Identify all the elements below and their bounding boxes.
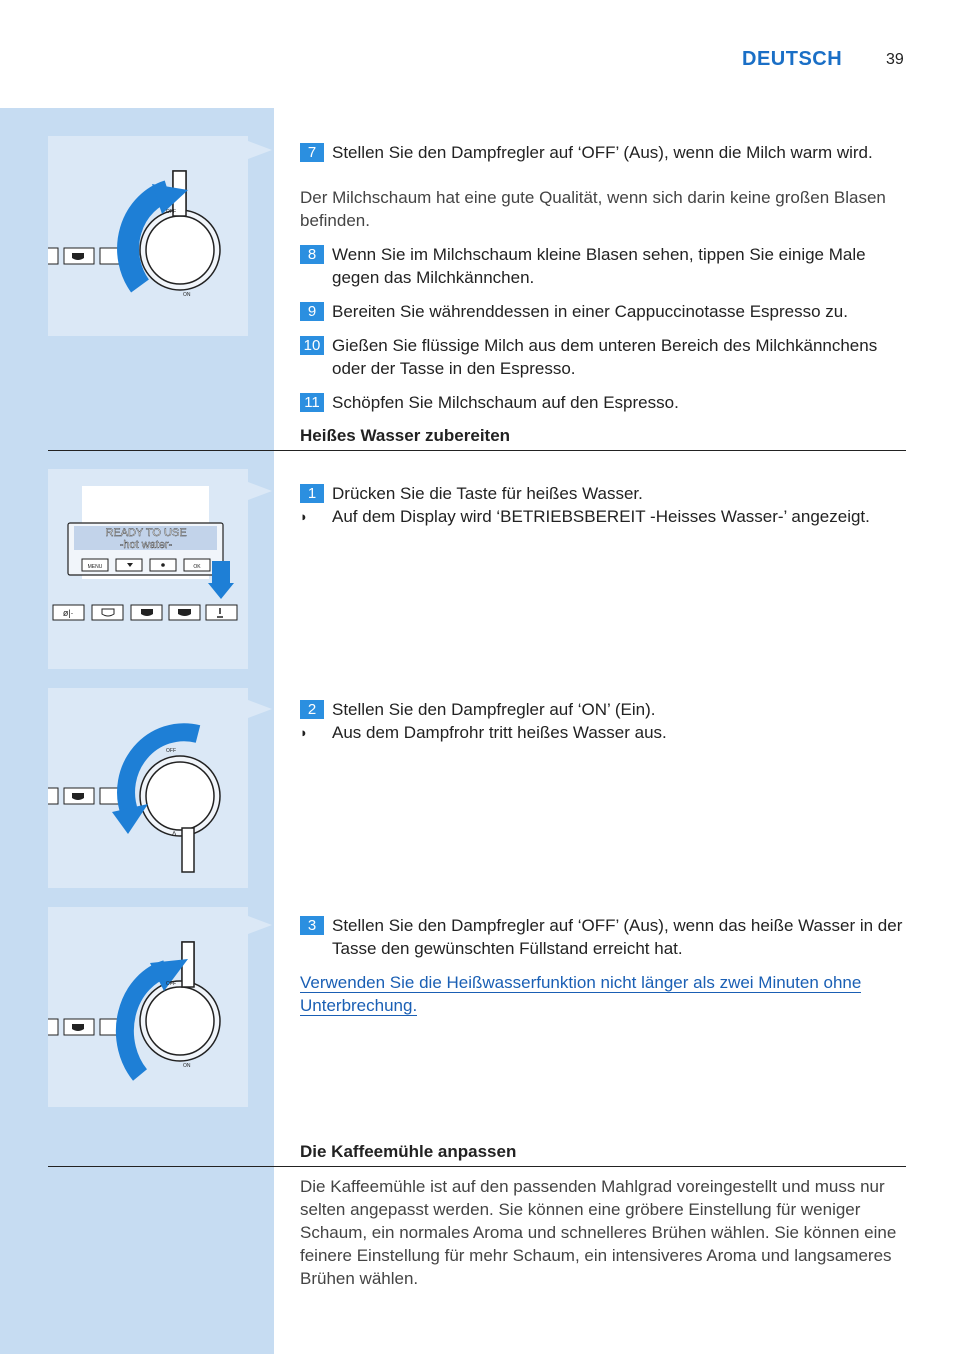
step-9: 9 Bereiten Sie währenddessen in einer Cappuccinotasse Espresso zu. <box>300 300 906 323</box>
hot-water-warning: Verwenden Sie die Heißwasserfunktion nicht länger als zwei Minuten ohne Unterbrechung. <box>300 973 862 1015</box>
svg-text:-hot water-: -hot water- <box>119 539 173 551</box>
bullet-triangle-icon: ◗ <box>300 509 308 524</box>
bullet-display-message: ◗ Auf dem Display wird ‘BETRIEBSBEREIT -Heisses Wasser-’ angezeigt. <box>300 507 870 526</box>
svg-text:READY TO USE: READY TO USE <box>105 527 187 539</box>
step-8: 8 Wenn Sie im Milchschaum kleine Blasen sehen, tippen Sie einige Male gegen das Milchkännchen. <box>300 243 906 289</box>
svg-text:OK: OK <box>193 564 201 570</box>
bullet-hot-water-out: ◗ Aus dem Dampfrohr tritt heißes Wasser aus. <box>300 723 667 742</box>
panel-pointer <box>248 916 272 934</box>
heading-hot-water: Heißes Wasser zubereiten <box>300 426 511 445</box>
panel-pointer <box>248 482 272 500</box>
svg-text:OFF: OFF <box>166 748 176 754</box>
step-7: 7 Stellen Sie den Dampfregler auf ‘OFF’ (Aus), wenn die Milch warm wird. <box>300 141 906 164</box>
language-label: DEUTSCH <box>742 48 843 70</box>
svg-text:ON: ON <box>183 1063 191 1069</box>
page-number: 39 <box>886 51 904 68</box>
illustration-dial-on <box>48 688 248 888</box>
step-10: 10 Gießen Sie flüssige Milch aus dem unteren Bereich des Milchkännchens oder der Tasse in den Espresso. <box>300 334 906 380</box>
svg-text:OFF: OFF <box>166 981 176 987</box>
illustration-display-hot-water <box>48 469 248 669</box>
panel-pointer <box>248 141 272 159</box>
step-2: 2 Stellen Sie den Dampfregler auf ‘ON’ (Ein). <box>300 698 906 721</box>
illustration-dial-off <box>48 136 248 336</box>
panel-pointer <box>248 700 272 718</box>
down-arrow-icon <box>208 583 234 599</box>
step-1: 1 Drücken Sie die Taste für heißes Wasser. <box>300 482 906 505</box>
svg-text:ø|∙: ø|∙ <box>62 608 74 618</box>
step-3: 3 Stellen Sie den Dampfregler auf ‘OFF’ (Aus), wenn das heiße Wasser in der Tasse den gewünschten Füllstand erreicht hat. <box>300 914 906 960</box>
section-rule <box>48 1166 906 1167</box>
illustration-dial-off-2 <box>48 907 248 1107</box>
svg-text:MENU: MENU <box>87 564 103 570</box>
milk-foam-note: Der Milchschaum hat eine gute Qualität, wenn sich darin keine großen Blasen befinden. <box>300 188 886 230</box>
svg-text:∆: ∆ <box>172 831 177 838</box>
step-11: 11 Schöpfen Sie Milchschaum auf den Espresso. <box>300 391 906 414</box>
bullet-triangle-icon: ◗ <box>300 725 308 740</box>
svg-text:OFF: OFF <box>166 209 176 215</box>
svg-text:ON: ON <box>183 292 191 298</box>
section-rule <box>48 450 906 451</box>
grinder-description: Die Kaffeemühle ist auf den passenden Mahlgrad voreingestellt und muss nur selten angepasst werden. Sie können eine gröbere Einstellung für weniger Schaum, ein normales Aroma und schnelleres Brühen wählen. Sie können eine feinere Einstellung für mehr Schaum, ein intensiveres Aroma und langsameres Brühen wählen. <box>300 1177 897 1288</box>
heading-grinder: Die Kaffeemühle anpassen <box>300 1142 517 1161</box>
counterclockwise-arrow-icon <box>112 804 148 834</box>
